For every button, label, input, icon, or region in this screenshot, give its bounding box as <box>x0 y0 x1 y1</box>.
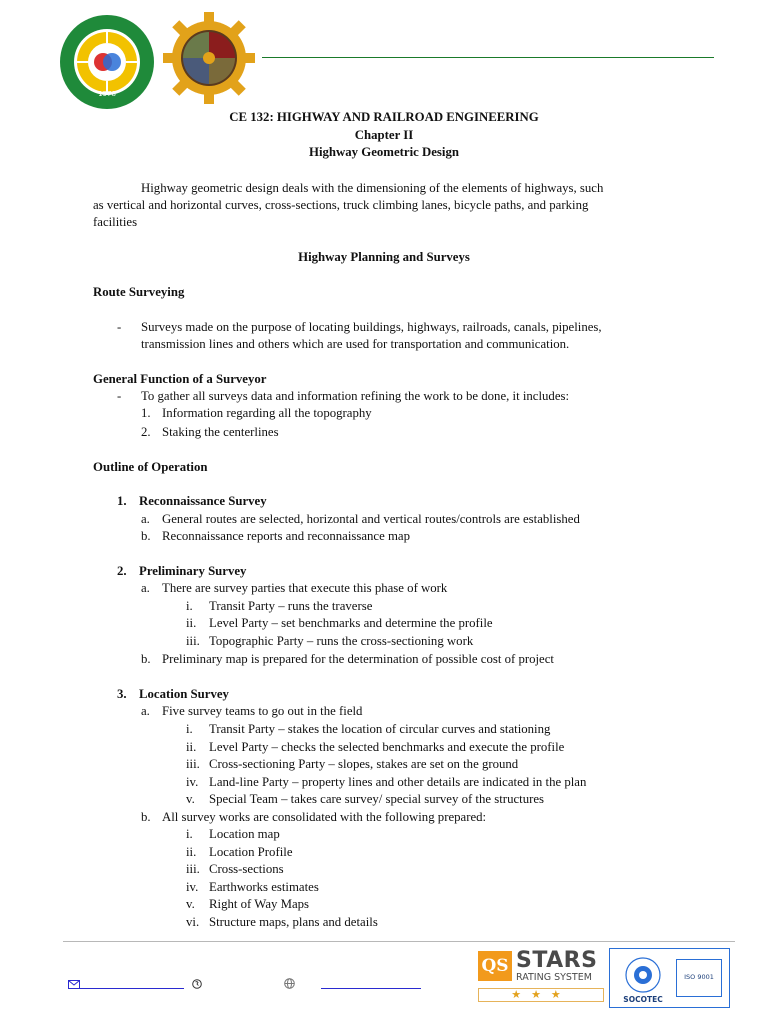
op2-title: Preliminary Survey <box>139 564 247 578</box>
op1-item-text: General routes are selected, horizontal and vertical routes/controls are established <box>162 512 580 526</box>
email-icon <box>68 976 80 985</box>
op2-a-sub-num: iii. <box>186 634 200 648</box>
op3-b-text: All survey works are consolidated with the following prepared: <box>162 810 487 824</box>
op2-a-letter: a. <box>141 581 150 595</box>
op2-a-sub-text: Level Party – set benchmarks and determine the profile <box>209 616 493 630</box>
op3-a-letter: a. <box>141 704 150 718</box>
op3-b-sub-num: v. <box>186 897 195 911</box>
gf-heading: General Function of a Surveyor <box>93 372 267 386</box>
op3-b-letter: b. <box>141 810 151 824</box>
route-item-line-1: Surveys made on the purpose of locating buildings, highways, railroads, canals, pipelines, <box>141 320 602 334</box>
op1-title: Reconnaissance Survey <box>139 494 267 508</box>
stars-subtitle: RATING SYSTEM <box>516 972 592 983</box>
footer-rule <box>63 941 735 942</box>
op2-b-text: Preliminary map is prepared for the determination of possible cost of project <box>162 652 554 666</box>
op3-a-sub-text: Transit Party – stakes the location of circular curves and stationing <box>209 722 551 736</box>
bullet-dash: - <box>117 389 122 403</box>
op3-b-sub-text: Earthworks estimates <box>209 880 319 894</box>
qs-logo: QS <box>478 951 512 981</box>
chapter-number: Chapter II <box>354 128 414 142</box>
gf-sub-text: Staking the centerlines <box>162 425 279 439</box>
op3-a-sub-num: v. <box>186 792 195 806</box>
route-item-line-2: transmission lines and others which are used for transportation and communication. <box>141 337 570 351</box>
op3-a-sub-text: Special Team – takes care survey/ special survey of the structures <box>209 792 545 806</box>
bullet-dash: - <box>117 320 122 334</box>
op1-item-letter: a. <box>141 512 150 526</box>
op3-a-sub-num: ii. <box>186 740 197 754</box>
course-title: CE 132: HIGHWAY AND RAILROAD ENGINEERING <box>229 110 539 124</box>
op3-b-sub-text: Right of Way Maps <box>209 897 310 911</box>
gf-sub-text: Information regarding all the topography <box>162 406 372 420</box>
op3-a-text: Five survey teams to go out in the field <box>162 704 363 718</box>
gf-sub-num: 2. <box>141 425 151 439</box>
email-link[interactable] <box>68 988 184 989</box>
phone-icon <box>192 976 202 986</box>
chapter-title: Highway Geometric Design <box>309 145 459 159</box>
gf-sub-num: 1. <box>141 406 151 420</box>
outline-heading: Outline of Operation <box>93 460 208 474</box>
socotec-iso-badge <box>609 948 730 1008</box>
intro-line-3: facilities <box>93 215 138 229</box>
route-heading: Route Surveying <box>93 285 185 299</box>
op3-a-sub-text: Land-line Party – property lines and other details are indicated in the plan <box>209 775 587 789</box>
op3-b-sub-num: iv. <box>186 880 199 894</box>
engineering-gear-logo <box>163 12 255 104</box>
op1-item-letter: b. <box>141 529 151 543</box>
op3-b-sub-text: Location Profile <box>209 845 293 859</box>
iso-label: ISO 9001 <box>684 973 714 981</box>
section-heading: Highway Planning and Surveys <box>298 250 470 264</box>
op2-a-sub-num: ii. <box>186 616 197 630</box>
intro-line-1: Highway geometric design deals with the dimensioning of the elements of highways, such <box>141 181 604 195</box>
op2-a-sub-text: Topographic Party – runs the cross-sectioning work <box>209 634 474 648</box>
op1-item-text: Reconnaissance reports and reconnaissance map <box>162 529 411 543</box>
op3-b-sub-num: ii. <box>186 845 197 859</box>
iso-box <box>676 959 722 997</box>
op2-b-letter: b. <box>141 652 151 666</box>
university-logo <box>59 14 155 110</box>
header-rule <box>262 57 714 58</box>
op3-a-sub-text: Level Party – checks the selected benchmarks and execute the profile <box>209 740 565 754</box>
op3-num: 3. <box>117 687 127 701</box>
gf-item: To gather all surveys data and information refining the work to be done, it includes: <box>141 389 570 403</box>
star-rating: ★★★ <box>478 988 604 1002</box>
op3-b-sub-num: vi. <box>186 915 200 929</box>
op3-a-sub-text: Cross-sectioning Party – slopes, stakes are set on the ground <box>209 757 519 771</box>
op2-a-sub-text: Transit Party – runs the traverse <box>209 599 373 613</box>
op1-num: 1. <box>117 494 127 508</box>
op3-a-sub-num: i. <box>186 722 193 736</box>
globe-icon <box>284 976 295 987</box>
op3-title: Location Survey <box>139 687 229 701</box>
website-link[interactable] <box>321 988 421 989</box>
op2-num: 2. <box>117 564 127 578</box>
logo-year: 1978 <box>98 90 116 98</box>
op3-b-sub-text: Location map <box>209 827 280 841</box>
op3-b-sub-text: Cross-sections <box>209 862 284 876</box>
op3-b-sub-num: iii. <box>186 862 200 876</box>
op3-a-sub-num: iii. <box>186 757 200 771</box>
qs-stars-badge <box>478 949 604 1003</box>
op3-b-sub-num: i. <box>186 827 193 841</box>
intro-line-2: as vertical and horizontal curves, cross-sections, truck climbing lanes, bicycle paths, and parking <box>93 198 589 212</box>
socotec-logo <box>618 955 668 995</box>
op2-a-text: There are survey parties that execute this phase of work <box>162 581 448 595</box>
op2-a-sub-num: i. <box>186 599 193 613</box>
op3-b-sub-text: Structure maps, plans and details <box>209 915 378 929</box>
socotec-label: SOCOTEC <box>623 995 663 1004</box>
op3-a-sub-num: iv. <box>186 775 199 789</box>
stars-title: STARS <box>516 948 598 973</box>
